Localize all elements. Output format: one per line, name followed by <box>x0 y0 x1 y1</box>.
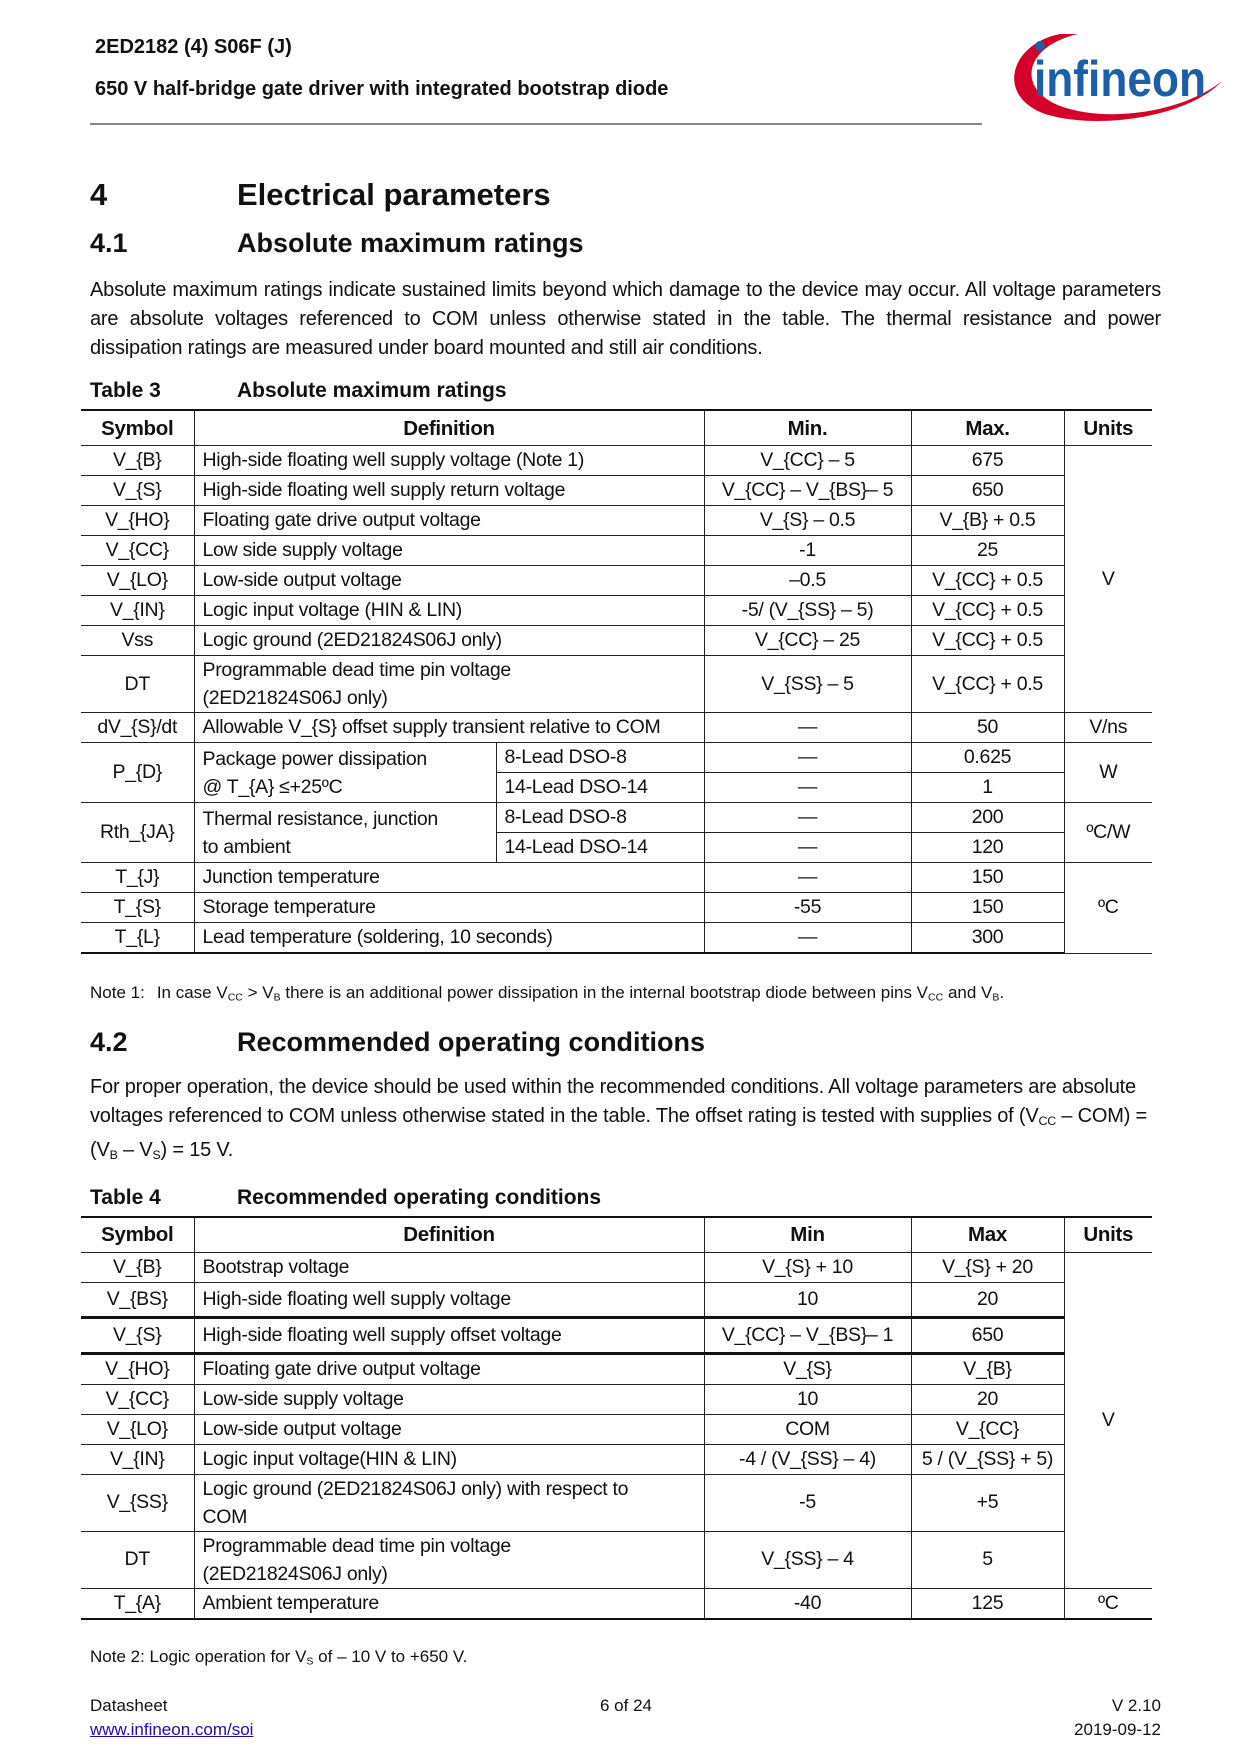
min-cell: 10 <box>704 1282 911 1317</box>
definition-line: Logic ground (2ED21824S06J only) with respect to <box>202 1477 629 1500</box>
definition-cell: High-side floating well supply return voltage <box>194 476 704 506</box>
max-cell: 300 <box>911 923 1064 954</box>
symbol-cell: dV_{S}/dt <box>81 713 194 743</box>
table-row <box>81 1444 1152 1474</box>
table-row <box>81 656 1152 713</box>
definition-cell: Low-side output voltage <box>194 566 704 596</box>
table-row <box>81 743 1152 773</box>
definition-cell <box>194 743 496 803</box>
subsection-number: 4.1 <box>90 228 128 258</box>
col-units: Units <box>1064 1217 1152 1253</box>
symbol-cell: T_{S} <box>81 893 194 923</box>
definition-cell: Logic ground (2ED21824S06J only) <box>194 626 704 656</box>
min-cell: 10 <box>704 1384 911 1414</box>
subsection-title: Recommended operating conditions <box>237 1026 706 1057</box>
max-cell: 150 <box>911 893 1064 923</box>
table-row <box>81 1474 1152 1531</box>
definition-cell <box>194 1531 704 1588</box>
min-cell: -55 <box>704 893 911 923</box>
recommended-operating-conditions-table <box>81 1216 1152 1620</box>
section-intro: For proper operation, the device should be used within the recommended conditions. All voltage parameters are absolute voltages referenced to COM unless otherwise stated in the table. The offset rating is tested with supplies of $(V_{CC} - COM) = (V_B - V_S) = 15$ V. <box>90 1075 1147 1162</box>
definition-line: Thermal resistance, junction <box>202 807 438 830</box>
min-cell: — <box>704 803 911 833</box>
max-cell: 150 <box>911 863 1064 893</box>
min-cell: V_{S} + 10 <box>704 1252 911 1282</box>
max-cell: 200 <box>911 803 1064 833</box>
table-row <box>81 1384 1152 1414</box>
subsection-title: Absolute maximum ratings <box>237 228 584 258</box>
symbol-cell: P_{D} <box>81 743 194 803</box>
subsection-number: 4.2 <box>90 1026 128 1057</box>
max-cell: 5 <box>911 1531 1064 1588</box>
table-row <box>81 1353 1152 1384</box>
table-row <box>81 506 1152 536</box>
symbol-cell: V_{S} <box>81 476 194 506</box>
table-row <box>81 893 1152 923</box>
min-cell: -40 <box>704 1588 911 1619</box>
symbol-cell: T_{J} <box>81 863 194 893</box>
table-row <box>81 1252 1152 1282</box>
max-cell: 25 <box>911 536 1064 566</box>
table-row <box>81 1531 1152 1588</box>
definition-line: (2ED21824S06J only) <box>202 687 388 709</box>
definition-cell: High-side floating well supply voltage <box>194 1282 704 1317</box>
subsection-heading <box>90 1025 1161 1059</box>
package-cell: 8-Lead DSO-8 <box>496 803 704 833</box>
symbol-cell: Vss <box>81 626 194 656</box>
footer-page-number: 6 of 24 <box>600 1696 652 1715</box>
col-symbol: Symbol <box>81 1217 194 1253</box>
table-caption-row <box>90 377 1161 405</box>
footer-date: 2019-09-12 <box>1074 1720 1161 1739</box>
definition-line: (2ED21824S06J only) <box>202 1562 388 1585</box>
definition-line: @ T_{A} ≤+25ºC <box>202 775 343 798</box>
table-row <box>81 863 1152 893</box>
symbol-cell: V_{IN} <box>81 1444 194 1474</box>
min-cell: V_{S} <box>704 1353 911 1384</box>
svg-text:infineon: infineon <box>1034 51 1206 107</box>
min-cell: V_{S} – 0.5 <box>704 506 911 536</box>
max-cell: 120 <box>911 833 1064 863</box>
min-cell: –0.5 <box>704 566 911 596</box>
note-2: Note 2: Logic operation for $V_S$ of – 10 V to +650 V. <box>90 1646 468 1668</box>
min-cell: — <box>704 863 911 893</box>
page-content <box>90 176 1161 1672</box>
definition-cell: Allowable V_{S} offset supply transient relative to COM <box>194 713 704 743</box>
note-1-text: In case $V_{CC} > V_B$ there is an additional power dissipation in the internal bootstrap diode between pins $V_{CC}$ and $V_B$. <box>156 983 1005 1004</box>
definition-cell: Ambient temperature <box>194 1588 704 1619</box>
table-row <box>81 1282 1152 1317</box>
units-cell: ºC <box>1064 863 1152 954</box>
symbol-cell: V_{CC} <box>81 1384 194 1414</box>
definition-cell: Low-side supply voltage <box>194 1384 704 1414</box>
table-row <box>81 713 1152 743</box>
table-header-row <box>81 1217 1152 1253</box>
absolute-maximum-ratings-table <box>81 409 1152 954</box>
section-title: Electrical parameters <box>237 177 551 212</box>
col-min: Min <box>704 1217 911 1253</box>
symbol-cell: V_{S} <box>81 1317 194 1353</box>
col-min: Min. <box>704 410 911 446</box>
min-cell: — <box>704 713 911 743</box>
table-row <box>81 1588 1152 1619</box>
symbol-cell: V_{LO} <box>81 1414 194 1444</box>
max-cell: 125 <box>911 1588 1064 1619</box>
definition-cell: High-side floating well supply offset voltage <box>194 1317 704 1353</box>
min-cell: COM <box>704 1414 911 1444</box>
subsection-heading <box>90 226 1161 260</box>
table-caption: Absolute maximum ratings <box>237 379 507 402</box>
table-row <box>81 536 1152 566</box>
symbol-cell: DT <box>81 656 194 713</box>
note-1 <box>90 982 1161 1009</box>
definition-cell: Storage temperature <box>194 893 704 923</box>
symbol-cell: V_{BS} <box>81 1282 194 1317</box>
col-symbol: Symbol <box>81 410 194 446</box>
definition-cell: Logic input voltage (HIN & LIN) <box>194 596 704 626</box>
definition-cell: High-side floating well supply voltage (Note 1) <box>194 446 704 476</box>
max-cell: V_{CC} + 0.5 <box>911 566 1064 596</box>
symbol-cell: T_{A} <box>81 1588 194 1619</box>
definition-cell: Low-side output voltage <box>194 1414 704 1444</box>
symbol-cell: Rth_{JA} <box>81 803 194 863</box>
symbol-cell: V_{B} <box>81 446 194 476</box>
definition-cell: Bootstrap voltage <box>194 1252 704 1282</box>
min-cell: — <box>704 773 911 803</box>
definition-cell <box>194 1474 704 1531</box>
min-cell: — <box>704 743 911 773</box>
definition-line: to ambient <box>202 835 291 858</box>
max-cell: +5 <box>911 1474 1064 1531</box>
footer-website-link[interactable]: www.infineon.com/soi <box>90 1720 254 1739</box>
min-cell: — <box>704 833 911 863</box>
definition-cell: Logic input voltage(HIN & LIN) <box>194 1444 704 1474</box>
table-row <box>81 596 1152 626</box>
definition-line: Package power dissipation <box>202 747 427 770</box>
col-max: Max <box>911 1217 1064 1253</box>
max-cell: V_{S} + 20 <box>911 1252 1064 1282</box>
col-max: Max. <box>911 410 1064 446</box>
table-label: Table 4 <box>90 1185 161 1209</box>
max-cell: 5 / (V_{SS} + 5) <box>911 1444 1064 1474</box>
min-cell: — <box>704 923 911 954</box>
definition-cell <box>194 803 496 863</box>
col-units: Units <box>1064 410 1152 446</box>
table-row <box>81 923 1152 954</box>
units-cell: V/ns <box>1064 713 1152 743</box>
min-cell: V_{SS} – 5 <box>704 656 911 713</box>
symbol-cell: V_{B} <box>81 1252 194 1282</box>
max-cell: V_{CC} + 0.5 <box>911 656 1064 713</box>
max-cell: 0.625 <box>911 743 1064 773</box>
max-cell: 50 <box>911 713 1064 743</box>
max-cell: V_{B} + 0.5 <box>911 506 1064 536</box>
definition-line: Programmable dead time pin voltage <box>202 1534 511 1557</box>
table-row <box>81 446 1152 476</box>
document-subtitle: 650 V half-bridge gate driver with integrated bootstrap diode <box>95 78 669 100</box>
min-cell: V_{CC} – 5 <box>704 446 911 476</box>
max-cell: V_{CC} <box>911 1414 1064 1444</box>
min-cell: V_{SS} – 4 <box>704 1531 911 1588</box>
table-row <box>81 566 1152 596</box>
infineon-logo <box>1000 26 1225 126</box>
section-intro: Absolute maximum ratings indicate sustained limits beyond which damage to the device may occur. All voltage parameters are absolute voltages referenced to COM unless otherwise stated in the table. The thermal resistance and power dissipation ratings are measured under board mounted and still air conditions. <box>90 279 1161 359</box>
table-row <box>81 803 1152 833</box>
max-cell: V_{CC} + 0.5 <box>911 596 1064 626</box>
symbol-cell: V_{CC} <box>81 536 194 566</box>
min-cell: -5/ (V_{SS} – 5) <box>704 596 911 626</box>
table-row <box>81 626 1152 656</box>
definition-line: Programmable dead time pin voltage <box>202 659 511 681</box>
max-cell: 1 <box>911 773 1064 803</box>
table-caption-row <box>90 1184 1161 1212</box>
table-label: Table 3 <box>90 379 161 402</box>
max-cell: 650 <box>911 476 1064 506</box>
definition-cell <box>194 656 704 713</box>
min-cell: V_{CC} – V_{BS}– 5 <box>704 476 911 506</box>
min-cell: V_{CC} – 25 <box>704 626 911 656</box>
max-cell: V_{CC} + 0.5 <box>911 626 1064 656</box>
max-cell: 675 <box>911 446 1064 476</box>
min-cell: -1 <box>704 536 911 566</box>
symbol-cell: V_{LO} <box>81 566 194 596</box>
table-header-row <box>81 410 1152 446</box>
symbol-cell: V_{HO} <box>81 506 194 536</box>
symbol-cell: V_{IN} <box>81 596 194 626</box>
definition-cell: Floating gate drive output voltage <box>194 506 704 536</box>
section-heading <box>90 176 1161 214</box>
footer-version: V 2.10 <box>1111 1696 1161 1715</box>
section-number: 4 <box>90 177 108 212</box>
package-cell: 14-Lead DSO-14 <box>496 833 704 863</box>
units-cell: V <box>1064 1252 1152 1588</box>
symbol-cell: V_{SS} <box>81 1474 194 1531</box>
footer-doc-type: Datasheet <box>90 1696 168 1715</box>
definition-cell: Lead temperature (soldering, 10 seconds) <box>194 923 704 954</box>
col-definition: Definition <box>194 410 704 446</box>
symbol-cell: T_{L} <box>81 923 194 954</box>
table-row <box>81 1414 1152 1444</box>
symbol-cell: V_{HO} <box>81 1353 194 1384</box>
package-cell: 8-Lead DSO-8 <box>496 743 704 773</box>
header-divider <box>90 123 982 125</box>
col-definition: Definition <box>194 1217 704 1253</box>
min-cell: -5 <box>704 1474 911 1531</box>
package-cell: 14-Lead DSO-14 <box>496 773 704 803</box>
min-cell: -4 / (V_{SS} – 4) <box>704 1444 911 1474</box>
definition-cell: Junction temperature <box>194 863 704 893</box>
table-caption: Recommended operating conditions <box>237 1185 602 1209</box>
max-cell: 20 <box>911 1282 1064 1317</box>
max-cell: V_{B} <box>911 1353 1064 1384</box>
units-cell: ºC <box>1064 1588 1152 1619</box>
max-cell: 20 <box>911 1384 1064 1414</box>
units-cell: W <box>1064 743 1152 803</box>
table-row <box>81 476 1152 506</box>
units-cell: ºC/W <box>1064 803 1152 863</box>
part-number: 2ED2182 (4) S06F (J) <box>95 36 292 58</box>
max-cell: 650 <box>911 1317 1064 1353</box>
min-cell: V_{CC} – V_{BS}– 1 <box>704 1317 911 1353</box>
units-cell: V <box>1064 446 1152 713</box>
definition-line: COM <box>202 1505 248 1528</box>
symbol-cell: DT <box>81 1531 194 1588</box>
definition-cell: Floating gate drive output voltage <box>194 1353 704 1384</box>
note-1-label: Note 1: <box>90 983 145 1002</box>
definition-cell: Low side supply voltage <box>194 536 704 566</box>
table-row <box>81 1317 1152 1353</box>
